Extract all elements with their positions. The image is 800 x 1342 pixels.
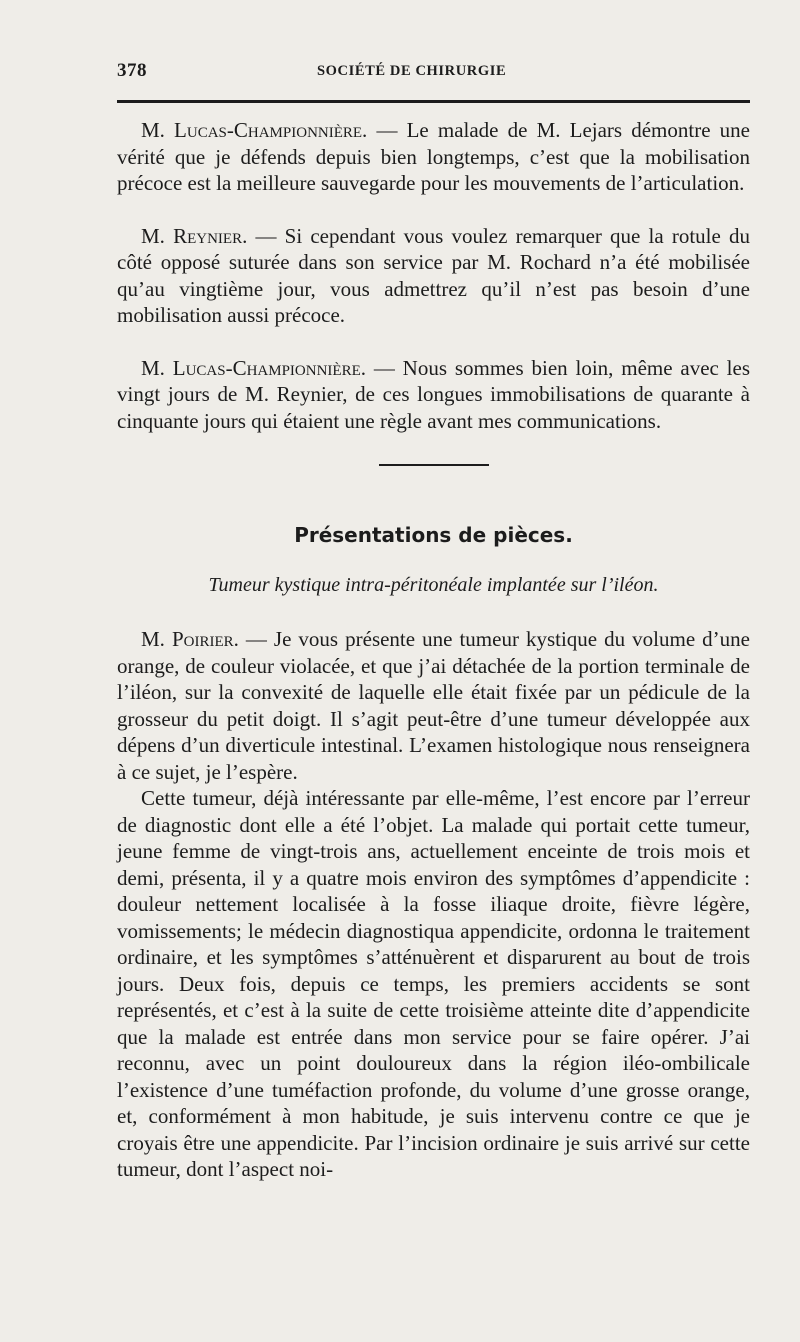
speaker-name: M. Lucas-Championnière. — [141, 118, 368, 142]
speaker-name: M. Poirier. — [141, 627, 239, 651]
running-title: SOCIÉTÉ DE CHIRURGIE — [317, 63, 507, 79]
paragraph-poirier — [117, 626, 750, 785]
page-header — [117, 56, 750, 92]
paragraph-text: — Si cependant vous voulez remarquer que la rotule du côté opposé suturée dans son service par M. Rochard n’a été mobilisée qu’au vingtième jour, vous admettrez qu’il n’est pas besoin d’une mobilisation aussi précoce. — [117, 223, 751, 327]
paragraph-text: — Le malade de M. Lejars démontre une vérité que je défends depuis bien longtemps, c’est que la mobilisation précoce est la meilleure sauvegarde pour les mouvements de l’articulation. — [117, 118, 750, 195]
speaker-name: M. Reynier. — [141, 223, 248, 248]
paragraph-lucas-1 — [117, 117, 750, 197]
paragraph-text: — Je vous présente une tumeur kystique du volume d’une orange, de couleur violacée, et que j’ai détachée de la portion terminale de l’iléon, sur la convexité de laquelle elle était fixée par un pédicule de la grosseur du petit doigt. Il s’agit peut-être d’une tumeur développée aux dépens d’un diverticule intestinal. L’examen histologique nous renseignera à ce sujet, je l’espère. — [117, 627, 750, 784]
paragraph-lucas-2 — [117, 355, 750, 435]
paragraph-reynier — [117, 223, 750, 329]
section-title: Présentations de pièces. — [294, 523, 573, 547]
section-subtitle: Tumeur kystique intra-péritonéale implantée sur l’iléon. — [208, 574, 659, 596]
page-number: 378 — [117, 60, 147, 81]
page-body — [117, 117, 750, 1183]
header-rule — [117, 100, 750, 103]
section-separator — [379, 464, 489, 466]
paragraph-text: — Nous sommes bien loin, même avec les vingt jours de M. Reynier, de ces longues immobilisations de quarante à cinquante jours qui étaient une règle avant mes communications. — [117, 355, 750, 433]
speaker-name: M. Lucas-Championnière. — [141, 355, 367, 380]
paragraph-poirier-continuation: Cette tumeur, déjà intéressante par elle-même, l’est encore par l’erreur de diagnostic dont elle a été l’objet. La malade qui portait cette tumeur, jeune femme de vingt-trois ans, actuellement enceinte de trois mois et demi, présenta, il y a quatre mois environ des symptômes d’appendicite : douleur nettement localisée à la fosse iliaque droite, fièvre légère, vomissements; le médecin diagnostiqua appendicite, ordonna le traitement ordinaire, et les symptômes s’atténuèrent et disparurent au bout de trois jours. Deux fois, depuis ce temps, les premiers accidents se sont représentés, et c’est à la suite de cette troisième atteinte dite d’appendicite que la malade est entrée dans mon service pour se faire opérer. J’ai reconnu, avec un point douloureux dans la région iléo-ombilicale l’existence d’une tuméfaction profonde, du volume d’une grosse orange, et, conformément à mon habitude, je suis intervenu contre ce que je croyais être une appendicite. Par l’incision ordinaire je suis arrivé sur cette tumeur, dont l’aspect noi- — [117, 786, 750, 1181]
